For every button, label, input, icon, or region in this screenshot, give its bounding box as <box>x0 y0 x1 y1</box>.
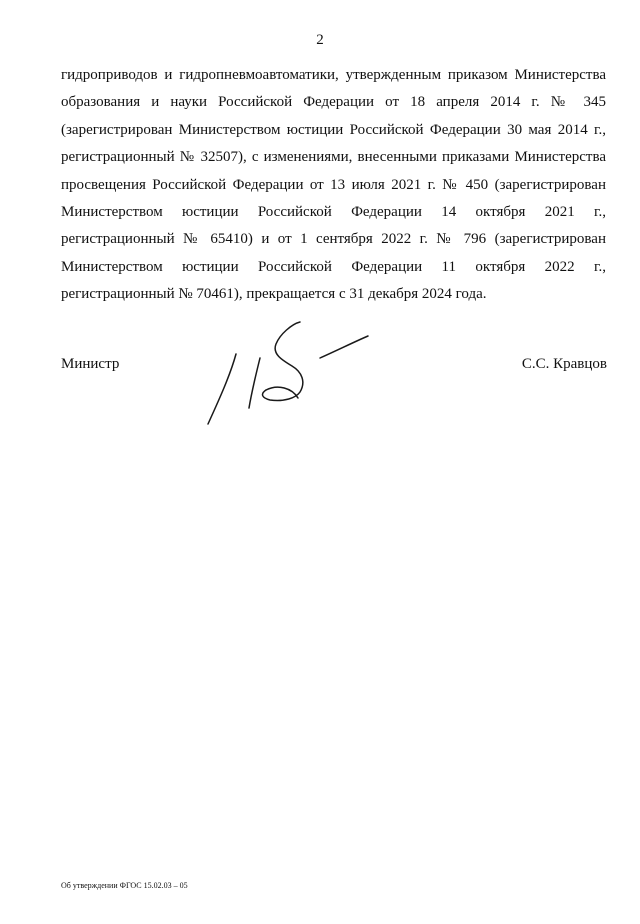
signer-title: Министр <box>61 356 120 372</box>
footer-note: Об утверждении ФГОС 15.02.03 – 05 <box>61 881 188 890</box>
body-line: гидроприводов и гидропневмоавтоматики, утвержденным приказом Министерства <box>61 67 606 83</box>
body-line: регистрационный № 32507), с изменениями, внесенными приказами Министерства <box>61 149 606 166</box>
body-line: Министерством юстиции Российской Федерации 14 октября 2021 г., <box>61 203 606 220</box>
body-line: регистрационный № 70461), прекращается с 31 декабря 2024 года. <box>61 286 487 303</box>
body-paragraph <box>61 62 606 309</box>
body-line: регистрационный № 65410) и от 1 сентября 2022 г. № 796 (зарегистрирован <box>61 231 606 248</box>
body-line: (зарегистрирован Министерством юстиции Российской Федерации 30 мая 2014 г., <box>61 121 606 138</box>
handwritten-signature-icon <box>200 318 380 430</box>
body-line: Министерством юстиции Российской Федерации 11 октября 2022 г., <box>61 258 606 275</box>
page-number: 2 <box>316 32 324 48</box>
body-line: образования и науки Российской Федерации от 18 апреля 2014 г. № 345 <box>61 94 606 111</box>
body-line: просвещения Российской Федерации от 13 июля 2021 г. № 450 (зарегистрирован <box>61 176 606 193</box>
signer-name: С.С. Кравцов <box>521 356 607 372</box>
